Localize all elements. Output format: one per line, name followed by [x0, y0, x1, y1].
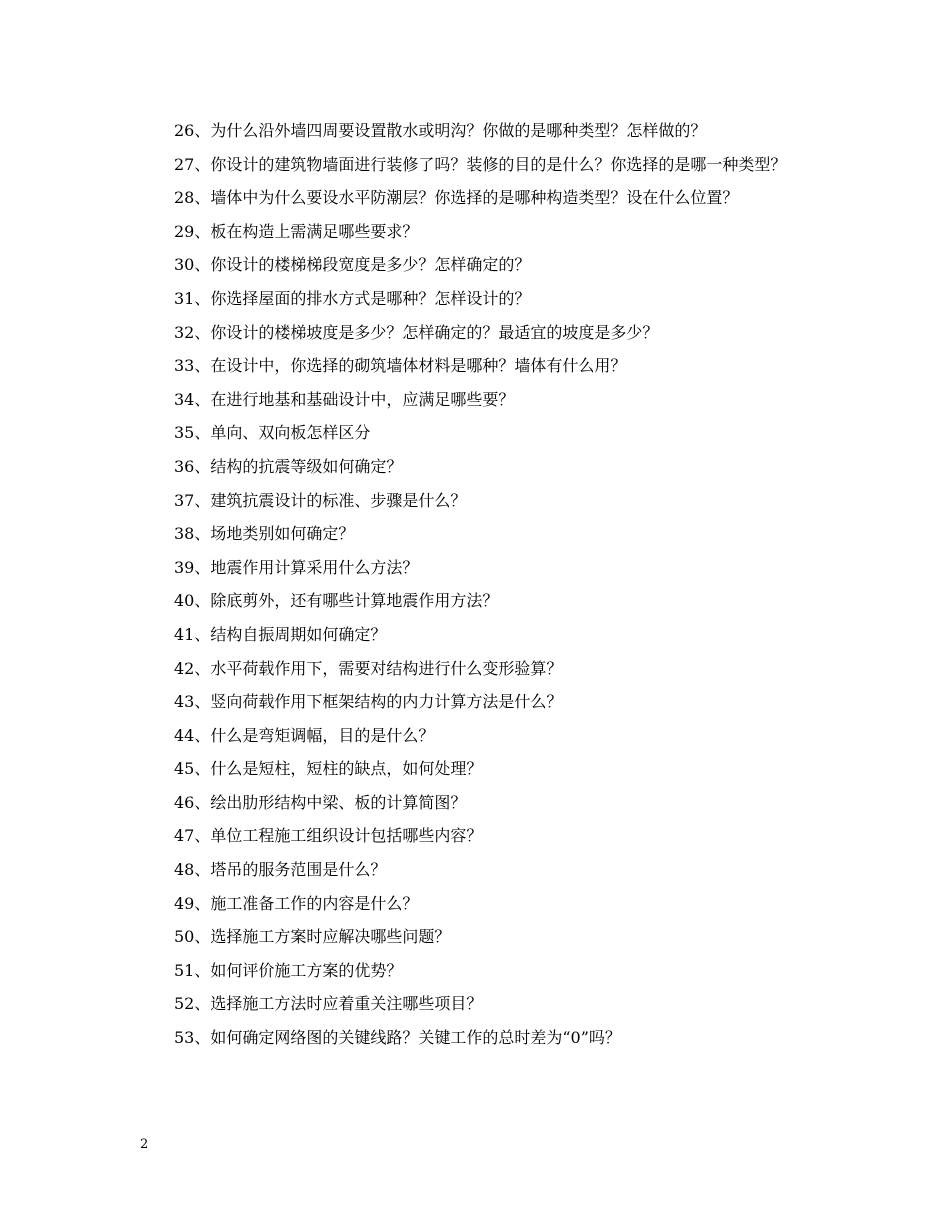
question-item: 30、你设计的楼梯梯段宽度是多少？怎样确定的？ [174, 255, 531, 275]
question-item: 51、如何评价施工方案的优势？ [174, 960, 403, 980]
question-item: 35、单向、双向板怎样区分 [174, 423, 371, 443]
question-list [140, 114, 812, 1055]
question-item: 27、你设计的建筑物墙面进行装修了吗？装修的目的是什么？你选择的是哪一种类型？ [174, 154, 787, 174]
question-item: 52、选择施工方法时应着重关注哪些项目？ [174, 994, 483, 1014]
question-item: 32、你设计的楼梯坡度是多少？怎样确定的？最适宜的坡度是多少？ [174, 322, 659, 342]
question-item: 34、在进行地基和基础设计中，应满足哪些要？ [174, 389, 515, 409]
question-item: 40、除底剪外，还有哪些计算地震作用方法？ [174, 591, 499, 611]
page-number: 2 [140, 1137, 149, 1152]
question-item: 31、你选择屋面的排水方式是哪种？怎样设计的？ [174, 288, 531, 308]
question-item: 26、为什么沿外墙四周要设置散水或明沟？你做的是哪种类型？怎样做的？ [174, 121, 707, 140]
question-item: 45、什么是短柱，短柱的缺点，如何处理？ [174, 759, 483, 779]
question-item: 29、板在构造上需满足哪些要求？ [174, 221, 419, 241]
question-item: 39、地震作用计算采用什么方法？ [174, 557, 419, 577]
question-item: 47、单位工程施工组织设计包括哪些内容？ [174, 826, 483, 846]
question-item: 42、水平荷载作用下，需要对结构进行什么变形验算？ [174, 658, 563, 678]
question-item: 38、场地类别如何确定？ [174, 524, 355, 544]
question-item: 50、选择施工方案时应解决哪些问题？ [174, 927, 451, 947]
question-item: 28、墙体中为什么要设水平防潮层？你选择的是哪种构造类型？设在什么位置？ [174, 188, 739, 208]
question-item: 37、建筑抗震设计的标准、步骤是什么？ [174, 490, 467, 510]
question-item: 36、结构的抗震等级如何确定？ [174, 456, 403, 476]
question-item: 53、如何确定网络图的关键线路？关键工作的总时差为“0”吗？ [174, 1028, 621, 1048]
question-item: 41、结构自振周期如何确定？ [174, 624, 387, 644]
question-item: 43、竖向荷载作用下框架结构的内力计算方法是什么？ [174, 692, 563, 712]
question-item: 33、在设计中，你选择的砌筑墙体材料是哪种？墙体有什么用？ [174, 356, 627, 376]
question-item: 46、绘出肋形结构中梁、板的计算简图？ [174, 792, 467, 812]
question-item: 48、塔吊的服务范围是什么？ [174, 860, 387, 880]
question-item: 49、施工准备工作的内容是什么？ [174, 893, 419, 913]
question-item: 44、什么是弯矩调幅，目的是什么？ [174, 725, 435, 745]
